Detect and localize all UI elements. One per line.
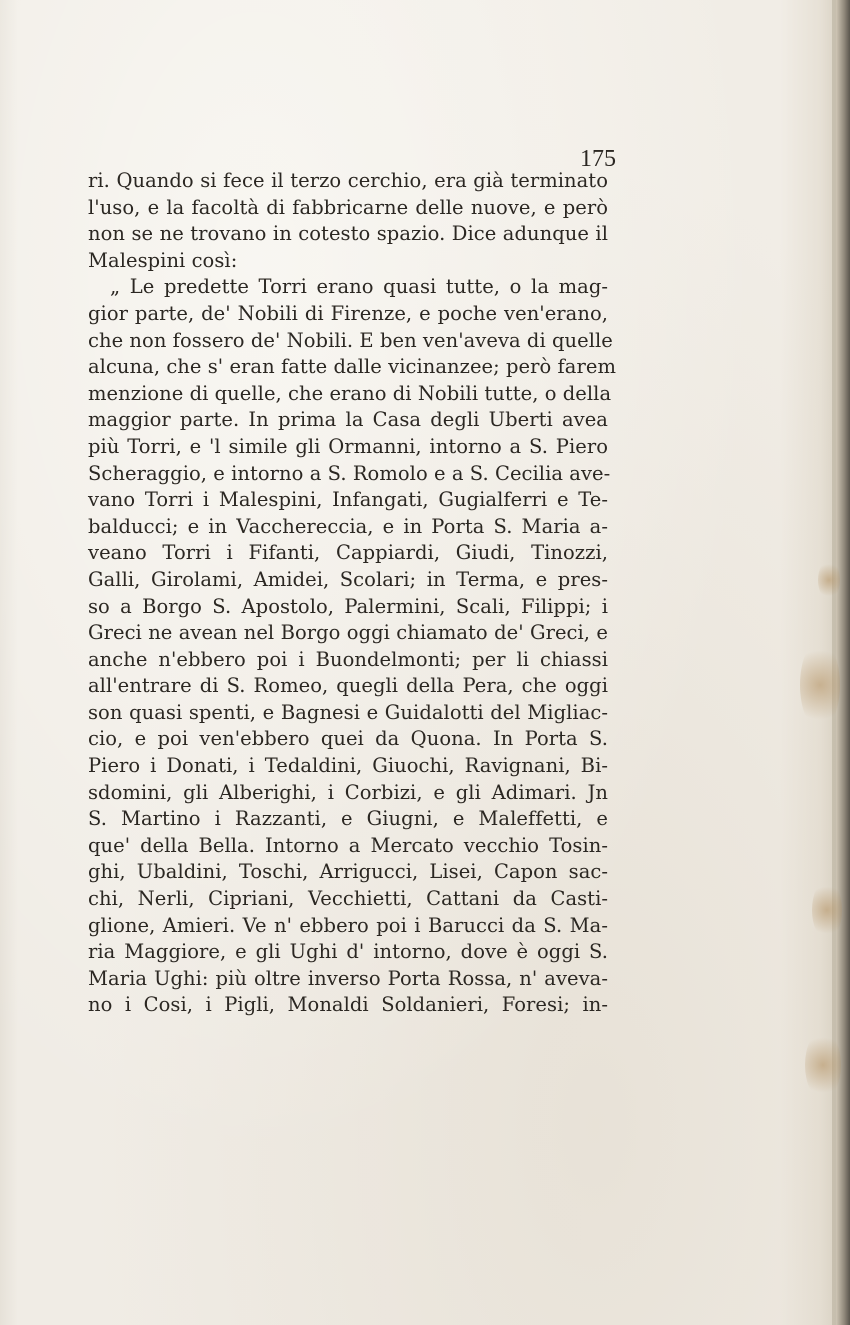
text-line: Maria Ughi: più oltre inverso Porta Rossa, n' aveva- xyxy=(88,966,608,990)
text-line: Galli, Girolami, Amidei, Scolari; in Terma, e pres- xyxy=(88,567,608,591)
text-line: Piero i Donati, i Tedaldini, Giuochi, Ravignani, Bi- xyxy=(88,754,608,778)
text-line: que' della Bella. Intorno a Mercato vecchio Tosin- xyxy=(88,833,608,857)
text-line: all'entrare di S. Romeo, quegli della Pera, che oggi xyxy=(88,674,608,698)
text-line: alcuna, che s' eran fatte dalle vicinanzee; però farem xyxy=(88,355,616,379)
text-line: ria Maggiore, e gli Ughi d' intorno, dove è oggi S. xyxy=(88,940,608,964)
text-line: non se ne trovano in cotesto spazio. Dice adunque il xyxy=(88,222,608,246)
text-line: balducci; e in Vacchereccia, e in Porta S. Maria a- xyxy=(88,514,608,538)
text-line: „ Le predette Torri erano quasi tutte, o la mag- xyxy=(110,275,608,299)
text-line: anche n'ebbero poi i Buondelmonti; per li chiassi xyxy=(88,647,608,671)
text-line: più Torri, e 'l simile gli Ormanni, intorno a S. Piero xyxy=(88,434,608,458)
text-line: l'uso, e la facoltà di fabbricarne delle nuove, e però xyxy=(88,195,608,219)
foxing-stain xyxy=(812,880,842,940)
text-line: no i Cosi, i Pigli, Monaldi Soldanieri, Foresi; in- xyxy=(88,993,608,1017)
text-line: cio, e poi ven'ebbero quei da Quona. In Porta S. xyxy=(88,727,608,751)
page-number: 175 xyxy=(580,146,616,172)
foxing-stain xyxy=(805,1030,841,1100)
body-text xyxy=(88,168,616,1019)
text-line: S. Martino i Razzanti, e Giugni, e Maleffetti, e xyxy=(88,807,608,831)
foxing-stain xyxy=(818,560,840,600)
text-line: son quasi spenti, e Bagnesi e Guidalotti del Migliac- xyxy=(88,700,608,724)
text-line: so a Borgo S. Apostolo, Palermini, Scali, Filippi; i xyxy=(88,594,608,618)
text-line: veano Torri i Fifanti, Cappiardi, Giudi, Tinozzi, xyxy=(88,541,608,565)
text-line: Malespini così: xyxy=(88,248,238,272)
text-line: ghi, Ubaldini, Toschi, Arrigucci, Lisei, Capon sac- xyxy=(88,860,608,884)
text-line: Scheraggio, e intorno a S. Romolo e a S. Cecilia ave- xyxy=(88,461,611,485)
text-line: gior parte, de' Nobili di Firenze, e poche ven'erano, xyxy=(88,301,608,325)
text-line: vano Torri i Malespini, Infangati, Gugialferri e Te- xyxy=(88,488,608,512)
text-line: glione, Amieri. Ve n' ebbero poi i Barucci da S. Ma- xyxy=(88,913,608,937)
text-line: chi, Nerli, Cipriani, Vecchietti, Cattani da Casti- xyxy=(88,887,608,911)
text-line: sdomini, gli Alberighi, i Corbizi, e gli Adimari. Jn xyxy=(88,780,608,804)
foxing-stain xyxy=(800,640,840,730)
text-line: menzione di quelle, che erano di Nobili tutte, o della xyxy=(88,381,612,405)
text-line: Greci ne avean nel Borgo oggi chiamato de' Greci, e xyxy=(88,621,608,645)
page-edge xyxy=(836,0,850,1325)
text-line: ri. Quando si fece il terzo cerchio, era già terminato xyxy=(88,169,608,192)
text-line: che non fossero de' Nobili. E ben ven'aveva di quelle xyxy=(88,328,613,352)
text-line: maggior parte. In prima la Casa degli Uberti avea xyxy=(88,408,608,432)
